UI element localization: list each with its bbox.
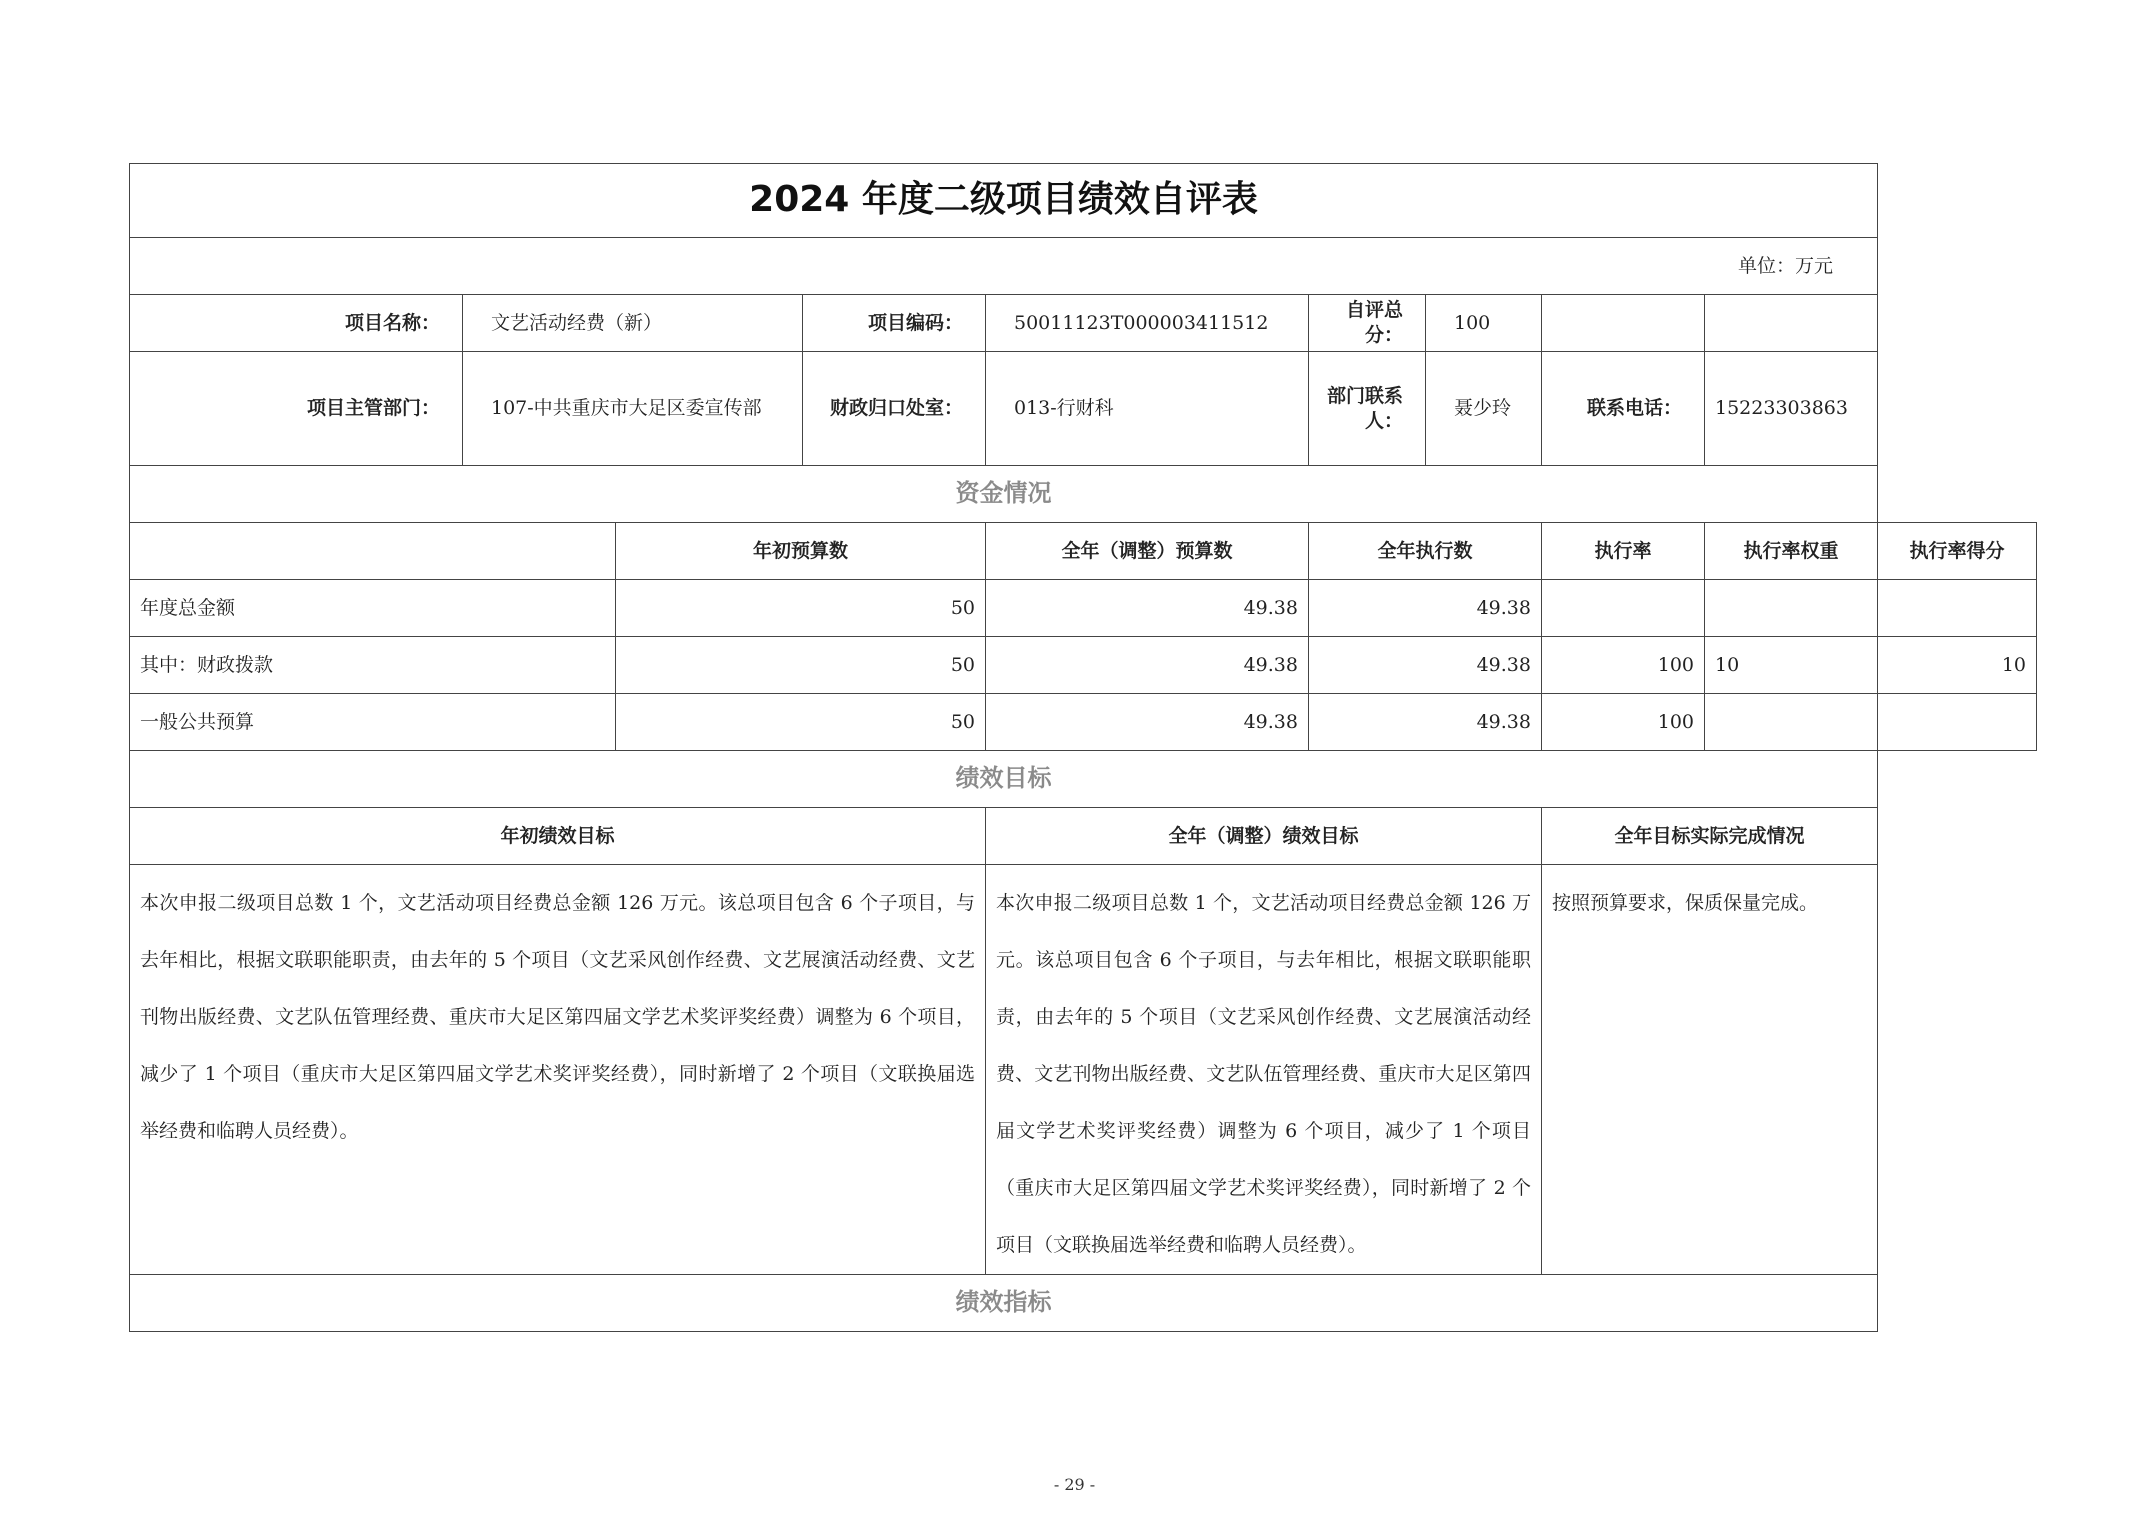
finance-office-value: 013-行财科 <box>986 352 1309 466</box>
goals-content-row <box>130 865 2037 1275</box>
header-rate-score: 执行率得分 <box>1878 523 2037 580</box>
table-row <box>130 694 2037 751</box>
table-row <box>130 637 2037 694</box>
score-value: 100 <box>1426 295 1542 352</box>
adjusted-goal-text: 本次申报二级项目总数 1 个，文艺活动项目经费总金额 126 万元。该总项目包含 6 个子项目，与去年相比，根据文联职能职责，由去年的 5 个项目（文艺采风创作经费、文艺展演活动经费、文艺刊物出版经费、文艺队伍管理经费、重庆市大足区第四届文学艺术奖评奖经费）调整为 6 个项目，减少了 1 个项目（重庆市大足区第四届文学艺术奖评奖经费），同时新增了 2 个项目（文联换届选举经费和临聘人员经费）。 <box>986 865 1542 1275</box>
goals-section-title: 绩效目标 <box>130 751 1878 808</box>
table-row <box>130 580 2037 637</box>
fund-initial-value: 50 <box>616 694 986 751</box>
header-initial-budget: 年初预算数 <box>616 523 986 580</box>
fund-executed-value: 49.38 <box>1309 580 1542 637</box>
fund-rate-value: 100 <box>1542 694 1705 751</box>
document-title: 2024 年度二级项目绩效自评表 <box>130 164 1878 238</box>
fund-rate-value: 100 <box>1542 637 1705 694</box>
unit-label: 单位：万元 <box>130 238 1878 295</box>
empty-cell <box>1542 295 1705 352</box>
fund-row-label: 一般公共预算 <box>130 694 616 751</box>
fund-weight-value: 10 <box>1705 637 1878 694</box>
self-evaluation-table <box>129 163 2037 1332</box>
fund-score-value: 10 <box>1878 637 2037 694</box>
project-name-label: 项目名称： <box>130 295 463 352</box>
contact-value: 聂少玲 <box>1426 352 1542 466</box>
department-info-row <box>130 352 2037 466</box>
funds-header-row <box>130 523 2037 580</box>
project-info-row <box>130 295 2037 352</box>
fund-rate-value <box>1542 580 1705 637</box>
fund-weight-value <box>1705 580 1878 637</box>
project-code-label: 项目编码： <box>803 295 986 352</box>
header-actual-completion: 全年目标实际完成情况 <box>1542 808 1878 865</box>
funds-header-blank <box>130 523 616 580</box>
header-rate-weight: 执行率权重 <box>1705 523 1878 580</box>
phone-value: 15223303863 <box>1705 352 1878 466</box>
fund-executed-value: 49.38 <box>1309 637 1542 694</box>
fund-row-label: 其中：财政拨款 <box>130 637 616 694</box>
score-label: 自评总分： <box>1309 295 1426 352</box>
fund-executed-value: 49.38 <box>1309 694 1542 751</box>
initial-goal-text: 本次申报二级项目总数 1 个，文艺活动项目经费总金额 126 万元。该总项目包含 6 个子项目，与去年相比，根据文联职能职责，由去年的 5 个项目（文艺采风创作经费、文艺展演活动经费、文艺刊物出版经费、文艺队伍管理经费、重庆市大足区第四届文学艺术奖评奖经费）调整为 6 个项目，减少了 1 个项目（重庆市大足区第四届文学艺术奖评奖经费），同时新增了 2 个项目（文联换届选举经费和临聘人员经费）。 <box>130 865 986 1275</box>
actual-completion-text: 按照预算要求，保质保量完成。 <box>1542 865 1878 1275</box>
page-number: - 29 - <box>1053 1475 1096 1494</box>
fund-initial-value: 50 <box>616 637 986 694</box>
dept-value: 107-中共重庆市大足区委宣传部 <box>463 352 803 466</box>
goals-header-row <box>130 808 2037 865</box>
header-adjusted-goal: 全年（调整）绩效目标 <box>986 808 1542 865</box>
fund-score-value <box>1878 580 2037 637</box>
indicators-section-title: 绩效指标 <box>130 1275 1878 1332</box>
fund-initial-value: 50 <box>616 580 986 637</box>
project-name-value: 文艺活动经费（新） <box>463 295 803 352</box>
header-initial-goal: 年初绩效目标 <box>130 808 986 865</box>
phone-label: 联系电话： <box>1542 352 1705 466</box>
dept-label: 项目主管部门： <box>130 352 463 466</box>
empty-cell <box>1705 295 1878 352</box>
funds-section-title: 资金情况 <box>130 466 1878 523</box>
header-executed: 全年执行数 <box>1309 523 1542 580</box>
fund-weight-value <box>1705 694 1878 751</box>
fund-adjusted-value: 49.38 <box>986 580 1309 637</box>
fund-row-label: 年度总金额 <box>130 580 616 637</box>
header-exec-rate: 执行率 <box>1542 523 1705 580</box>
fund-score-value <box>1878 694 2037 751</box>
fund-adjusted-value: 49.38 <box>986 637 1309 694</box>
fund-adjusted-value: 49.38 <box>986 694 1309 751</box>
contact-label: 部门联系人： <box>1309 352 1426 466</box>
header-adjusted-budget: 全年（调整）预算数 <box>986 523 1309 580</box>
finance-office-label: 财政归口处室： <box>803 352 986 466</box>
project-code-value: 50011123T000003411512 <box>986 295 1309 352</box>
